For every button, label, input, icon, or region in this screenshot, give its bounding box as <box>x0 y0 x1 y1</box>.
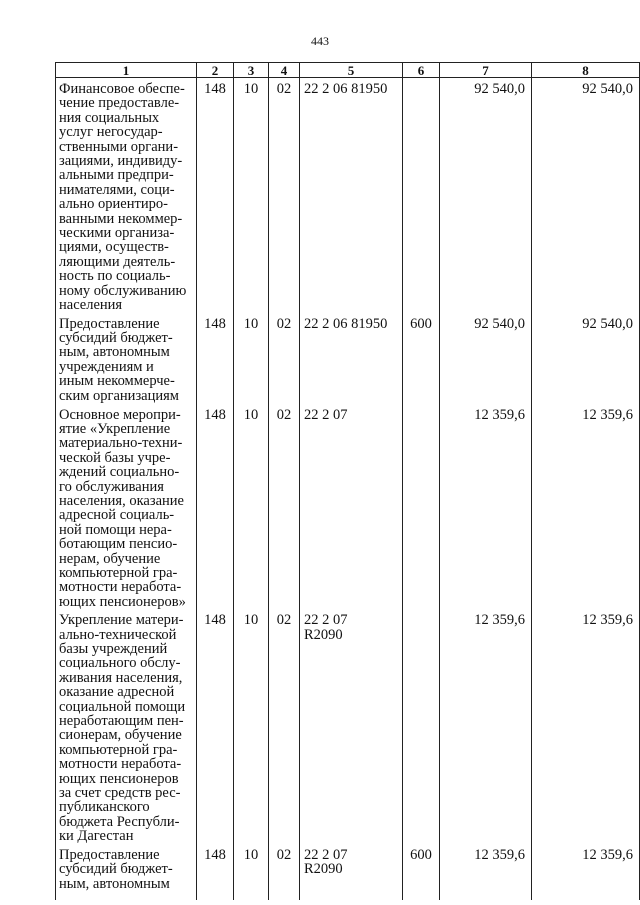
expense-type-cell <box>403 404 440 610</box>
row-name: Предоставление субсидий бюджет- ным, автономным учреждениям и иным некоммерче- ским организациям <box>59 315 179 404</box>
target-article-cell <box>300 609 403 844</box>
row-name: Укрепление матери- ально-технической базы учреждений социального обслу- живания населения, оказание адресной социальной помощи неработающим пен- сионерам, обучение компьютерной гра- мотности неработа- ющих пенсионеров за счет средств рес- публиканского бюджета Республи- ки Дагестан <box>59 612 186 845</box>
amount-cell: 92 540,0 <box>532 313 640 404</box>
table-row <box>56 609 640 844</box>
row-name: Основное меропри- ятие «Укрепление материально-техни- ческой базы учре- ждений социально- го обслуживания населения, оказание адресной социаль- ной помощи нера- ботающим пенсио- нерам, обучение компьютерной гра- мотности неработа- ющих пенсионеров» <box>59 406 186 610</box>
amount-cell: 92 540,0 <box>440 313 532 404</box>
row-name-cell <box>56 844 197 900</box>
subsection-cell: 02 <box>269 844 300 900</box>
row-name: Предоставление субсидий бюджет- ным, автономным <box>59 846 173 892</box>
page-number: 443 <box>311 34 329 48</box>
row-name-cell <box>56 609 197 844</box>
target-article: 22 2 07 R2090 <box>304 846 348 878</box>
table-row <box>56 844 640 900</box>
section-cell: 10 <box>234 609 269 844</box>
target-article-cell <box>300 313 403 404</box>
expense-type-cell: 600 <box>403 844 440 900</box>
column-header: 1 <box>56 63 197 78</box>
admin-code-cell: 148 <box>197 78 234 313</box>
admin-code-cell: 148 <box>197 844 234 900</box>
expense-type-cell: 600 <box>403 313 440 404</box>
target-article-cell <box>300 78 403 313</box>
admin-code-cell: 148 <box>197 404 234 610</box>
section-cell: 10 <box>234 844 269 900</box>
amount-cell: 12 359,6 <box>532 404 640 610</box>
row-name-cell <box>56 404 197 610</box>
column-header: 7 <box>440 63 532 78</box>
admin-code-cell: 148 <box>197 313 234 404</box>
subsection-cell: 02 <box>269 313 300 404</box>
section-cell: 10 <box>234 78 269 313</box>
section-cell: 10 <box>234 313 269 404</box>
target-article-cell <box>300 404 403 610</box>
target-article: 22 2 06 81950 <box>304 315 388 332</box>
subsection-cell: 02 <box>269 404 300 610</box>
target-article: 22 2 07 R2090 <box>304 612 348 643</box>
column-header: 3 <box>234 63 269 78</box>
table-row <box>56 78 640 313</box>
table-row <box>56 404 640 610</box>
amount-cell: 12 359,6 <box>440 404 532 610</box>
expense-type-cell <box>403 609 440 844</box>
admin-code-cell: 148 <box>197 609 234 844</box>
amount-cell: 92 540,0 <box>440 78 532 313</box>
column-header: 8 <box>532 63 640 78</box>
header-row <box>56 63 640 78</box>
target-article: 22 2 07 <box>304 406 348 423</box>
row-name-cell <box>56 313 197 404</box>
subsection-cell: 02 <box>269 609 300 844</box>
amount-cell: 12 359,6 <box>532 844 640 900</box>
section-cell: 10 <box>234 404 269 610</box>
budget-table <box>55 62 640 900</box>
column-header: 5 <box>300 63 403 78</box>
target-article-cell <box>300 844 403 900</box>
expense-type-cell <box>403 78 440 313</box>
column-header: 2 <box>197 63 234 78</box>
amount-cell: 12 359,6 <box>440 609 532 844</box>
amount-cell: 12 359,6 <box>532 609 640 844</box>
table-row <box>56 313 640 404</box>
subsection-cell: 02 <box>269 78 300 313</box>
target-article: 22 2 06 81950 <box>304 81 388 97</box>
amount-cell: 92 540,0 <box>532 78 640 313</box>
column-header: 6 <box>403 63 440 78</box>
row-name-cell <box>56 78 197 313</box>
column-header: 4 <box>269 63 300 78</box>
amount-cell: 12 359,6 <box>440 844 532 900</box>
row-name: Финансовое обеспе- чение предоставле- ния социальных услуг негосудар- ственными органи- зациями, индивиду- альными предпри- нимателями, соци- ально ориентиро- ванными некоммер- ческими организа- циями, осуществ- ляющими деятель- ность по социаль- ному обслуживанию населения <box>59 81 187 314</box>
